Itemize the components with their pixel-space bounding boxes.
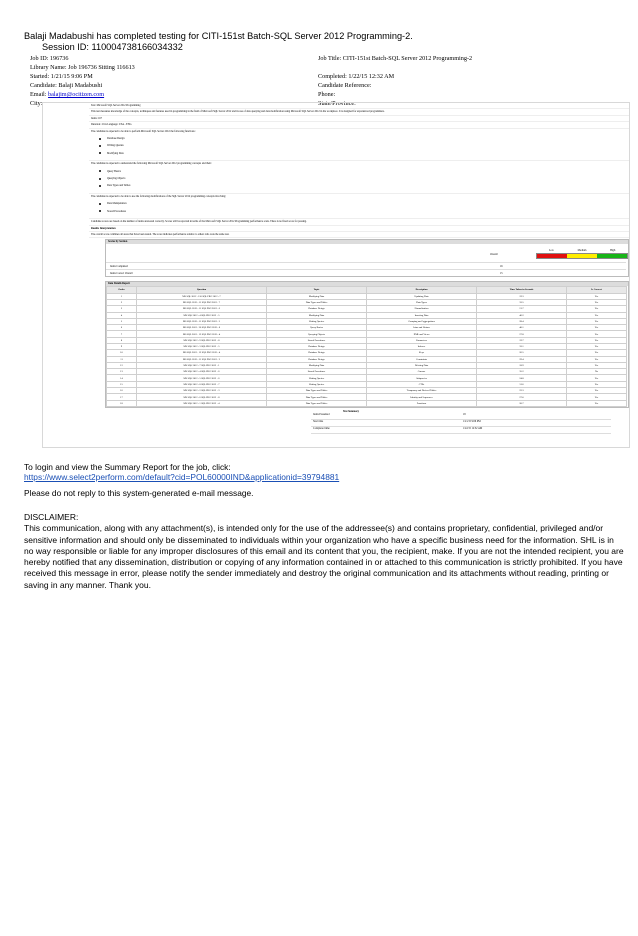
intro-text: The candidate is expected to be able to use the following modifications of the SQL Server 2012 programming concepts involving:	[91, 194, 226, 198]
table-cell: 40.1	[477, 325, 567, 331]
score-row	[106, 269, 626, 277]
list-item: Query Basics	[99, 170, 627, 173]
summary-row	[311, 420, 611, 427]
intro-text: The candidate is expected to understand the following Microsoft SQL Server 2012 programming concepts and their:	[91, 162, 212, 166]
table-cell: 1	[107, 293, 137, 299]
table-cell: MS SQL 2012 - 5 SQL PRG 2012 - 6	[137, 375, 267, 381]
score-bar	[536, 249, 628, 258]
table-cell: 16	[107, 388, 137, 394]
bar-low	[537, 254, 567, 258]
overall-label: Overall	[490, 253, 498, 257]
email-link[interactable]: balajim@ocitizen.com	[48, 91, 105, 98]
table-cell: 46.2	[477, 312, 567, 318]
table-cell: MS SQL 2012 - 110 SQL PRG 2012 - 7	[137, 293, 267, 299]
state-province: State/Province:	[318, 100, 356, 107]
table-cell: Data Types and Tables	[267, 400, 367, 406]
table-cell: Querying Objects	[267, 331, 367, 337]
table-cell: Query Basics	[267, 325, 367, 331]
table-cell: Data Types and Tables	[267, 394, 367, 400]
table-cell: 7	[107, 331, 137, 337]
table-cell: 5	[107, 318, 137, 324]
list-item: Stored Procedures	[99, 210, 627, 213]
table-cell: MS SQL 2012 - 11 SQL PRG 2012 - 2	[137, 356, 267, 362]
table-cell: MS SQL 2012 - 11 SQL PRG 2012 - 3	[137, 318, 267, 324]
table-cell: Writing Queries	[267, 375, 367, 381]
table-cell: Parameters	[367, 337, 477, 343]
list-item: Database Design	[99, 137, 627, 140]
table-cell: Normalization	[367, 306, 477, 312]
table-cell: 10	[107, 350, 137, 356]
session-id: Session ID: 110004738166034332	[42, 42, 183, 52]
score-panel-title: Scores by Section	[106, 240, 628, 244]
table-cell: Stored Procedures	[267, 369, 367, 375]
table-cell: 13	[107, 369, 137, 375]
table-cell: Yes	[567, 318, 627, 324]
table-cell: Keys	[367, 350, 477, 356]
table-cell: Yes	[567, 356, 627, 362]
table-cell: 14	[107, 375, 137, 381]
table-cell: Yes	[567, 312, 627, 318]
table-cell: MS SQL 2012 - 4 SQL PRG 2012 - 5	[137, 312, 267, 318]
table-cell: Yes	[567, 306, 627, 312]
table-cell: Yes	[567, 400, 627, 406]
email-label: Email:	[30, 91, 49, 98]
table-cell: 15	[107, 381, 137, 387]
info-empty	[318, 63, 630, 72]
started-time: Started: 1/21/15 9:06 PM	[30, 73, 93, 80]
table-cell: 35.2	[477, 369, 567, 375]
items-count: Items: 167	[89, 116, 629, 122]
table-cell: 18	[107, 400, 137, 406]
table-cell: MS SQL 2012 - 6 SQL PRG 2012 - 8	[137, 394, 267, 400]
table-cell: MS SQL 2012 - 8 SQL PRG 2012 - 7	[137, 381, 267, 387]
candidate-info	[30, 54, 630, 108]
table-cell: Cursors	[367, 369, 477, 375]
table-cell: 27.8	[477, 331, 567, 337]
list-item: Querying Objects	[99, 177, 627, 180]
phone: Phone:	[318, 91, 336, 98]
table-cell: 22.3	[477, 388, 567, 394]
bar-label-medium: Medium	[577, 249, 587, 253]
login-text: To login and view the Summary Report for the job, click:	[24, 462, 231, 472]
table-cell: 20.7	[477, 400, 567, 406]
table-cell: Modifying Data	[267, 293, 367, 299]
table-cell: Temporary and Derived Tables	[367, 388, 477, 394]
table-body	[107, 293, 627, 406]
table-cell: 4	[107, 312, 137, 318]
summary-label: Completed time	[313, 427, 330, 431]
column-header: Is Correct	[567, 287, 627, 293]
scoring-note: Candidate scores are based on the number of items answered correctly. Scores will be reported in terms of the Microsoft SQL Server 2012 Programming performance scale. There is no fixed score for passing.	[89, 219, 629, 225]
column-header: Time Taken in Seconds	[477, 287, 567, 293]
table-cell: MS SQL 2012 - 26 SQL PRG 2012 - 6	[137, 325, 267, 331]
test-summary	[89, 410, 613, 434]
table-cell: MS SQL 2012 - 11 SQL PRG 2012 - 6	[137, 306, 267, 312]
table-cell: 26.5	[477, 350, 567, 356]
city: City:	[30, 100, 43, 107]
modifications-list	[99, 202, 627, 213]
test-name: Test: Microsoft SQL Server 2012 Programming	[89, 103, 629, 109]
intro-modifications	[89, 194, 629, 219]
summary-report-link[interactable]: https://www.select2perform.com/default?cid=POL60000IND&applicationid=39794881	[24, 472, 340, 482]
table-cell: MS SQL 2012 - 2 SQL PRG 2012 - 3	[137, 388, 267, 394]
table-cell: 27.0	[477, 394, 567, 400]
table-cell: Indexes	[367, 343, 477, 349]
column-header: Topic	[267, 287, 367, 293]
table-cell: Yes	[567, 350, 627, 356]
table-cell: MS SQL 2012 - 9 SQL PRG 2012 - 8	[137, 337, 267, 343]
table-cell: MS SQL 2012 - 13 SQL PRG 2012 - 4	[137, 331, 267, 337]
table-cell: MS SQL 2012 - 4 SQL PRG 2012 - 6	[137, 369, 267, 375]
table-cell: Yes	[567, 331, 627, 337]
list-item: Writing Queries	[99, 144, 627, 147]
bar-labels	[536, 249, 628, 252]
table-cell: Writing Queries	[267, 318, 367, 324]
table-cell: 19.3	[477, 293, 567, 299]
table-cell: 33.1	[477, 343, 567, 349]
table-cell: Subqueries	[367, 375, 477, 381]
candidate-name: Candidate: Balaji Madabushi	[30, 82, 103, 89]
summary-value: 18	[463, 413, 466, 417]
results-text: The overall score combines all areas that have been tested. The score indicates performance relative to others who took the same test.	[89, 232, 629, 238]
table-cell: 21.7	[477, 306, 567, 312]
table-cell: 18.9	[477, 362, 567, 368]
table-cell: Yes	[567, 325, 627, 331]
table-cell: Database Design	[267, 306, 367, 312]
table-cell: Deleting Data	[367, 362, 477, 368]
table-cell: 3	[107, 306, 137, 312]
functions-list	[99, 137, 627, 155]
summary-rows	[89, 413, 613, 434]
table-cell: Modifying Data	[267, 312, 367, 318]
score-grid	[106, 244, 628, 276]
job-id: Job ID: 196736	[30, 55, 69, 62]
concepts-list	[99, 170, 627, 188]
summary-row	[311, 427, 611, 434]
table-cell: Yes	[567, 375, 627, 381]
table-cell: 29.4	[477, 356, 567, 362]
email-line	[30, 90, 318, 99]
table-cell: 8	[107, 337, 137, 343]
list-item: Data Manipulation	[99, 202, 627, 205]
info-row	[30, 54, 630, 63]
completion-title: Balaji Madabushi has completed testing for CITI-151st Batch-SQL Server 2012 Programming-2.	[24, 31, 413, 41]
disclaimer	[24, 512, 624, 591]
item-details-table	[106, 286, 627, 407]
table-cell: Data Types	[367, 299, 477, 305]
table-cell: CTEs	[367, 381, 477, 387]
score-panel	[105, 239, 629, 277]
intro-functions	[89, 129, 629, 162]
score-row-value: 16	[500, 265, 503, 269]
results-heading: Results Interpretation	[91, 226, 116, 230]
table-cell: Updating Data	[367, 293, 477, 299]
detail-panel	[105, 281, 629, 408]
color-scale	[536, 253, 628, 259]
table-cell: Yes	[567, 394, 627, 400]
table-cell: Yes	[567, 293, 627, 299]
report-content	[89, 103, 629, 434]
table-cell: Data Types and Tables	[267, 299, 367, 305]
info-row	[30, 81, 630, 90]
table-cell: Joins and Unions	[367, 325, 477, 331]
summary-row	[311, 413, 611, 420]
candidate-reference: Candidate Reference:	[318, 82, 372, 89]
table-cell: 9	[107, 343, 137, 349]
duration: Duration: 2 hrs Language: USA - ENG	[89, 122, 629, 128]
table-cell: Stored Procedures	[267, 337, 367, 343]
table-cell: MS SQL 2012 - 12 SQL PRG 2012 - 4	[137, 350, 267, 356]
table-cell: Database Design	[267, 350, 367, 356]
table-cell: Database Design	[267, 356, 367, 362]
job-title: Job Title: CITI-151st Batch-SQL Server 2012 Programming-2	[318, 55, 473, 62]
summary-value: 1/22/15 12:32 AM	[463, 427, 483, 431]
info-row	[30, 72, 630, 81]
bar-high	[597, 254, 627, 258]
summary-value: 1/21/15 9:06 PM	[463, 420, 481, 424]
table-cell: 12	[107, 362, 137, 368]
summary-label: Start time	[313, 420, 324, 424]
table-cell: 24.8	[477, 375, 567, 381]
embedded-report	[42, 102, 630, 448]
bar-label-high: High	[610, 249, 616, 253]
disclaimer-body: This communication, along with any attachment(s), is intended only for the use of the addressee(s) and contains proprietary, confidential, privileged and/or sensitive information and should only be disseminated to individuals within your organization who have a specific business need for the information. SHL is in no way responsible or liable for any improper disclosures of this email and its content that you, the recipient, make. If you are not the intended recipient, you are hereby notified that any dissemination, distribution or copying of any information contained in or attached to this communication is strictly prohibited. If you have received this message in error, please notify the sender immediately and destroy the original communication and its attachments without reading, printing or saving in any manner. Thank you.	[24, 523, 624, 590]
table-cell: 19.7	[477, 337, 567, 343]
table-cell: Yes	[567, 362, 627, 368]
intro-text: The candidate is expected to be able to perform Microsoft SQL Server 2012 the following functions:	[91, 129, 196, 133]
table-cell: Functions	[367, 400, 477, 406]
table-cell: 2	[107, 299, 137, 305]
bar-label-low: Low	[548, 249, 554, 253]
table-cell: MS SQL 2012 - 7 SQL PRG 2012 - 1	[137, 362, 267, 368]
table-cell: Yes	[567, 299, 627, 305]
table-cell: Data Types and Tables	[267, 388, 367, 394]
info-row	[30, 63, 630, 72]
score-row-value: 15	[500, 272, 503, 276]
table-cell: 6	[107, 325, 137, 331]
table-cell: 31.6	[477, 381, 567, 387]
table-cell: MS SQL 2012 - 3 SQL PRG 2012 - 5	[137, 343, 267, 349]
table-cell: Identity and Sequences	[367, 394, 477, 400]
test-description: This test measures knowledge of the concepts, techniques and features used in programming in the field of Microsoft SQL Server 2012 and its use of data querying and data modification using Microsoft SQL Server 2012 in the workplace. It is designed for experienced programmers.	[89, 109, 629, 115]
intro-concepts	[89, 161, 629, 194]
info-row	[30, 90, 630, 99]
no-reply-notice: Please do not reply to this system-generated e-mail message.	[24, 488, 254, 498]
table-cell: Inserting Data	[367, 312, 477, 318]
table-cell: Yes	[567, 381, 627, 387]
login-block	[24, 462, 339, 482]
library-name: Library Name: Job 196736 Sitting 116613	[30, 64, 135, 71]
table-cell: Modifying Data	[267, 362, 367, 368]
email-header	[24, 31, 413, 53]
summary-label: Items Presented	[313, 413, 330, 417]
table-cell: Yes	[567, 337, 627, 343]
score-row-label: Items Correct Overall	[110, 272, 133, 276]
bar-medium	[567, 254, 597, 258]
table-cell: Constraints	[367, 356, 477, 362]
completed-time: Completed: 1/22/15 12:32 AM	[318, 73, 395, 80]
table-cell: Yes	[567, 388, 627, 394]
score-row-label: Items Completed	[110, 265, 128, 269]
column-header: Question	[137, 287, 267, 293]
table-cell: MS SQL 2012 - 11 SQL PRG 2012 - 7	[137, 299, 267, 305]
table-cell: Writing Queries	[267, 381, 367, 387]
summary-title: Test Summary	[342, 409, 360, 413]
table-cell: Yes	[567, 343, 627, 349]
column-header: Description	[367, 287, 477, 293]
table-cell: 28.4	[477, 318, 567, 324]
column-header: Order	[107, 287, 137, 293]
list-item: Modifying Data	[99, 152, 627, 155]
table-cell: Database Design	[267, 343, 367, 349]
table-row	[107, 400, 627, 406]
table-cell: Grouping and Aggregations	[367, 318, 477, 324]
disclaimer-title: DISCLAIMER:	[24, 512, 79, 522]
list-item: Data Types and Tables	[99, 184, 627, 187]
table-cell: 11	[107, 356, 137, 362]
table-cell: 17	[107, 394, 137, 400]
table-cell: No	[567, 369, 627, 375]
table-cell: MS SQL 2012 - 1 SQL PRG 2012 - 4	[137, 400, 267, 406]
table-cell: 33.5	[477, 299, 567, 305]
table-cell: XML and Views	[367, 331, 477, 337]
detail-panel-title: Item Details Report	[106, 282, 628, 286]
